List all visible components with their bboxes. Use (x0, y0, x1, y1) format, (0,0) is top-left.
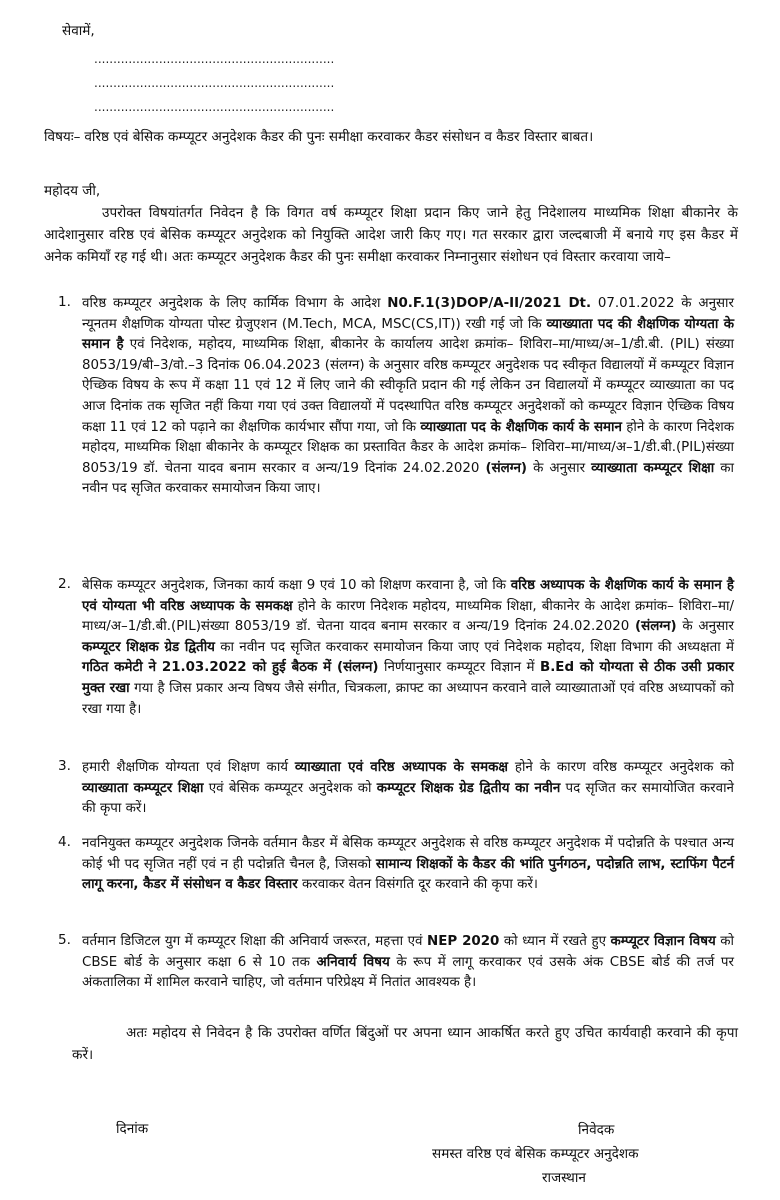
point-number: 3. (58, 758, 71, 774)
address-line-1: ............................................................... (94, 52, 335, 66)
sender-organization: समस्त वरिष्ठ एवं बेसिक कम्प्यूटर अनुदेशक (432, 1146, 639, 1162)
point-text-bold: व्याख्याता एवं वरिष्ठ अध्यापक के समकक्ष (294, 760, 508, 775)
point-text: होने के कारण निदेशक महोदय, माध्यमिक शिक्षा बीकानेर के कम्प्यूटर शिक्षक का प्रस्तावित कैडर के आदेश क्रमांक– शिविरा–मा/माध्य/अ–1/डी.बी.(PIL)संख्या 8053/19 डॉ. चेतना यादव बनाम सरकार व अन्य/19 दिनांक 24.02.2020 (82, 419, 735, 476)
point-text: वरिष्ठ कम्प्यूटर अनुदेशक के लिए कार्मिक विभाग के आदेश (82, 296, 388, 311)
point-text: निर्णयानुसार कम्प्यूटर विज्ञान में (378, 660, 540, 676)
point-body (82, 758, 734, 820)
point-body (82, 294, 734, 500)
point-text: 07.01.2022 के अनुसार न्यूनतम शैक्षणिक योग्यता पोस्ट ग्रेजुएशन (M.Tech, MCA, MSC(CS,IT)) रखी गई जो कि (82, 296, 735, 332)
point-text: को CBSE बोर्ड के अनुसार कक्षा 6 से 10 तक (82, 934, 734, 970)
point-item (58, 834, 734, 896)
point-body (82, 932, 734, 994)
salutation: सेवामें, (62, 23, 95, 39)
point-text-bold: व्याख्याता पद के शैक्षणिक कार्य के समान (420, 419, 622, 435)
sender-label: निवेदक (578, 1122, 615, 1138)
point-text: एवं निदेशक, महोदय, माध्यमिक शिक्षा, बीकानेर के कार्यालय आदेश क्रमांक– शिविरा–मा/माध्य/अ–1/डी.बी. (PIL) संख्या 8053/19/बी–3/वो.–3 दिनांक 06.04.2023 (संलग्न) के अनुसार वरिष्ठ कम्प्यूटर अनुदेशक पद स्वीकृत विद्यालयों में कम्प्यूटर विज्ञान ऐच्छिक विषय के रूप में कक्षा 11 एवं 12 में लिए जाने की स्वीकृति प्रदान की गई लेकिन उन विद्यालयों में कम्प्यूटर व्याख्याता का पद आज दिनांक तक सृजित नहीं किया गया एवं उक्त विद्यालयों में पदस्थापित वरिष्ठ कम्प्यूटर अनुदेशकों को कम्प्यूटर विज्ञान ऐच्छिक विषय कक्षा 11 एवं 12 को पढ़ाने का शैक्षणिक कार्यभार सौंपा गया, जो कि (82, 337, 734, 435)
point-text: के अनुसार (527, 460, 592, 476)
point-text-bold: व्याख्याता कम्प्यूटर शिक्षा (82, 780, 204, 796)
intro-paragraph: उपरोक्त विषयांतर्गत निवेदन है कि विगत वर्ष कम्प्यूटर शिक्षा प्रदान किए जाने हेतु निदेशालय माध्यमिक शिक्षा बीकानेर के आदेशानुसार वरिष्ठ एवं बेसिक कम्प्यूटर अनुदेशक को नियुक्ति आदेश जारी किए गए। गत सरकार द्वारा जल्दबाजी में बनाये गए इस कैडर में अनेक कमियाँ रह गई थी। अतः कम्प्यूटर अनुदेशक कैडर की पुनः समीक्षा करवाकर निम्नानुसार संशोधन एवं विस्तार करवाया जाये– (44, 205, 738, 265)
date-label: दिनांक (116, 1121, 149, 1137)
point-item (58, 294, 734, 500)
point-text: का नवीन पद सृजित करवाकर समायोजन किया जाए। (82, 460, 735, 497)
point-text-bold: सामान्य शिक्षकों के कैडर की भांति पुर्नगठन, पदोन्नति लाभ, स्टाफिंग पैटर्न लागू करना, कैडर में संसोधन व कैडर विस्तार (82, 856, 735, 893)
point-text: बेसिक कम्प्यूटर अनुदेशक, जिनका कार्य कक्षा 9 एवं 10 को शिक्षण करवाना है, जो कि (82, 578, 511, 593)
point-text-bold: (संलग्न) (635, 619, 677, 635)
point-text-bold: कम्प्यूटर शिक्षक ग्रेड द्वितीय का नवीन (376, 780, 561, 796)
point-text: का नवीन पद सृजित करवाकर समायोजन किया जाए एवं निदेशक महोदय, शिक्षा विभाग की अध्यक्षता में (214, 639, 734, 655)
point-text: वर्तमान डिजिटल युग में कम्प्यूटर शिक्षा की अनिवार्य जरूरत, महत्ता एवं (82, 934, 427, 949)
point-body (82, 576, 734, 720)
point-text: होने के कारण वरिष्ठ कम्प्यूटर अनुदेशक को (507, 760, 734, 775)
point-item (58, 576, 734, 720)
point-text: होने के कारण निदेशक महोदय, माध्यमिक शिक्षा, बीकानेर के आदेश क्रमांक– शिविरा–मा/माध्य/अ–1/डी.बी.(PIL)संख्या 8053/19 डॉ. चेतना यादव बनाम सरकार व अन्य/19 दिनांक 24.02.2020 (82, 598, 734, 635)
point-number: 4. (58, 834, 71, 850)
address-line-2: ............................................................... (94, 76, 335, 90)
point-text-bold: कम्प्यूटर शिक्षक ग्रेड द्वितीय (82, 639, 215, 655)
point-text-bold: अनिवार्य विषय (316, 954, 390, 970)
sender-block (420, 1118, 720, 1190)
point-text-bold: B.Ed को योग्यता से ठीक उसी प्रकार मुक्त रखा (82, 660, 735, 696)
subject-label: विषयः– (44, 129, 81, 145)
point-text: को ध्यान में रखते हुए (499, 934, 611, 949)
point-text: के अनुसार (676, 619, 734, 635)
point-item (58, 758, 734, 820)
subject-text: वरिष्ठ एवं बेसिक कम्प्यूटर अनुदेशक कैडर की पुनः समीक्षा करवाकर कैडर संसोधन व कैडर विस्तार बाबत। (84, 129, 594, 145)
point-text-bold: (संलग्न) (485, 460, 528, 476)
address-line-3: ............................................................... (94, 100, 335, 114)
greeting: महोदय जी, (44, 183, 101, 199)
point-text-bold: NEP 2020 (427, 934, 500, 949)
point-number: 1. (58, 294, 71, 310)
point-text: पद सृजित कर समायोजित करवाने की कृपा करें। (82, 780, 734, 817)
point-text: एवं बेसिक कम्प्यूटर अनुदेशक को (203, 780, 377, 796)
point-item (58, 932, 734, 994)
point-text-bold: वरिष्ठ अध्यापक के शैक्षणिक कार्य के समान है एवं योग्यता भी वरिष्ठ अध्यापक के समकक्ष (82, 578, 734, 614)
point-number: 2. (58, 576, 71, 592)
point-text-bold: व्याख्याता कम्प्यूटर शिक्षा (591, 460, 715, 476)
closing-paragraph: अतः महोदय से निवेदन है कि उपरोक्त वर्णित बिंदुओं पर अपना ध्यान आकर्षित करते हुए उचित कार्यवाही करवाने की कृपा करें। (72, 1025, 738, 1063)
point-text: करवाकर वेतन विसंगति दूर करवाने की कृपा करें। (297, 877, 538, 893)
point-text-bold: N0.F.1(3)DOP/A-II/2021 Dt. (387, 296, 592, 311)
point-number: 5. (58, 932, 71, 948)
point-body (82, 834, 734, 896)
subject-line (44, 126, 744, 148)
point-text-bold: कम्प्यूटर विज्ञान विषय (610, 934, 716, 949)
point-text-bold: गठित कमेटी ने 21.03.2022 को हुई बैठक में (संलग्न) (82, 660, 379, 676)
point-text: नवनियुक्त कम्प्यूटर अनुदेशक जिनके वर्तमान कैडर में बेसिक कम्प्यूटर अनुदेशक से वरिष्ठ कम्प्यूटर अनुदेशक में पदोन्नति के पश्चात अन्य कोई भी पद सृजित नहीं एवं न ही पदोन्नति चैनल है, जिसको (82, 836, 734, 872)
point-text-bold: व्याख्याता पद की शैक्षणिक योग्यता के समान है (82, 316, 734, 353)
point-text: गया है जिस प्रकार अन्य विषय जैसे संगीत, चित्रकला, क्राफ्ट का अध्यापन करवाने वाले व्याख्याताओं एवं वरिष्ठ अध्यापकों को रखा गया है। (82, 680, 734, 717)
point-text: के रूप में लागू करवाकर एवं उसके अंक CBSE बोर्ड की तर्ज पर अंकतालिका में शामिल करवाने चाहिए, जो वर्तमान परिप्रेक्ष्य में नितांत आवश्यक है। (82, 954, 735, 991)
sender-state: राजस्थान (542, 1170, 586, 1186)
point-text: हमारी शैक्षणिक योग्यता एवं शिक्षण कार्य (82, 760, 295, 775)
